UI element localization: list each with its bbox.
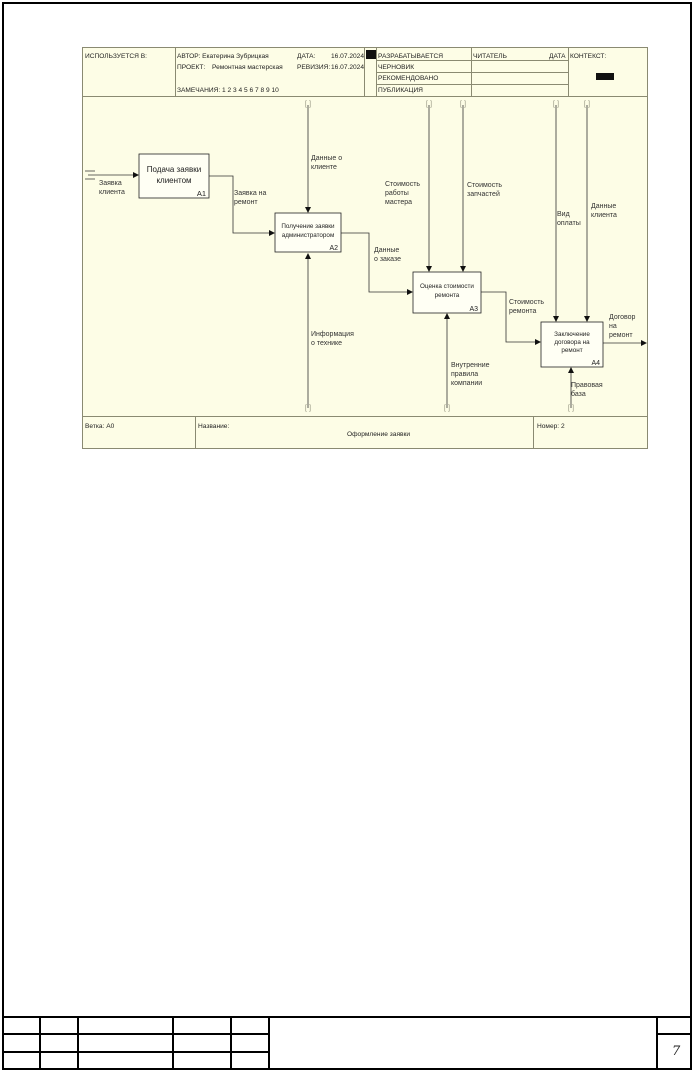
revision-label: РЕВИЗИЯ:	[297, 64, 331, 71]
arrow-label-parts-cost-2: запчастей	[467, 191, 500, 198]
arrow-label-internal-rules-3: компании	[451, 380, 483, 387]
arrow-label-legal-base-2: база	[571, 391, 586, 398]
arrow-label-request-client-1: Заявка	[99, 180, 122, 187]
arrow-label-request-repair-1: Заявка на	[234, 190, 267, 197]
project-label: ПРОЕКТ:	[177, 64, 206, 71]
activity-box-a4	[541, 322, 603, 367]
arrow-label-client-data-1: Данные о	[311, 155, 343, 162]
tunnel-client-data-2: [ ]	[583, 99, 591, 108]
activity-box-a1	[139, 154, 209, 198]
arrow-label-repair-cost-1: Стоимость	[509, 299, 545, 306]
arrow-label-master-cost-3: мастера	[385, 199, 413, 206]
arrow-label-order-data-2: о заказе	[374, 256, 401, 263]
status-recommended: РЕКОМЕНДОВАНО	[378, 75, 439, 82]
arrow-label-client-data-2-2: клиента	[591, 212, 617, 219]
used-in-label: ИСПОЛЬЗУЕТСЯ В:	[85, 53, 147, 60]
arrow-label-internal-rules-1: Внутренние	[451, 362, 490, 369]
box-a1-label-2: клиентом	[156, 176, 192, 185]
author-label: АВТОР: Екатерина Зубрицкая	[177, 53, 269, 60]
arrow-label-tech-info-1: Информация	[311, 331, 354, 338]
tunnel-tech-info: [ ]	[304, 403, 312, 412]
context-label: КОНТЕКСТ:	[570, 53, 607, 60]
arrow-label-payment-type-1: Вид	[557, 211, 570, 218]
arrow-label-request-repair-2: ремонт	[234, 199, 258, 206]
diagram-title: Оформление заявки	[347, 431, 411, 438]
box-a2-id: A2	[329, 245, 338, 252]
arrow-label-legal-base-1: Правовая	[571, 382, 603, 389]
arrow-label-client-data-2-1: Данные	[591, 203, 617, 210]
node-label: Ветка: А0	[85, 423, 115, 430]
revision-value: 16.07.2024	[331, 64, 365, 71]
reader-label: ЧИТАТЕЛЬ	[473, 53, 507, 60]
box-a1-label-1: Подача заявки	[146, 165, 202, 174]
activity-box-a3	[413, 272, 481, 313]
box-a2-label-2: администратором	[281, 232, 335, 239]
page-number: 7	[672, 1044, 681, 1059]
date-value: 16.07.2024	[331, 53, 365, 60]
arrow-label-order-data-1: Данные	[374, 247, 400, 254]
project-name: Ремонтная мастерская	[212, 64, 283, 71]
arrow-label-master-cost-1: Стоимость	[385, 181, 421, 188]
arrow-label-payment-type-2: оплаты	[557, 220, 581, 227]
tunnel-payment-type: [ ]	[552, 99, 560, 108]
tunnel-master-cost: [ ]	[425, 99, 433, 108]
arrow-label-tech-info-2: о технике	[311, 340, 343, 347]
tunnel-legal-base: [ ]	[567, 403, 575, 412]
tunnel-internal-rules: [ ]	[443, 403, 451, 412]
title-label: Название:	[198, 423, 230, 430]
box-a4-label-3: ремонт	[561, 347, 583, 354]
box-a3-id: A3	[469, 306, 478, 313]
title-block	[2, 1016, 692, 1070]
arrow-label-contract-1: Договор	[609, 314, 636, 321]
box-a4-id: A4	[591, 360, 600, 367]
arrow-label-contract-3: ремонт	[609, 332, 633, 339]
notes-label: ЗАМЕЧАНИЯ: 1 2 3 4 5 6 7 8 9 10	[177, 87, 279, 94]
idef0-diagram	[82, 47, 648, 449]
box-a1-id: A1	[196, 189, 206, 198]
arrow-label-request-client-2: клиента	[99, 189, 125, 196]
activity-box-a2	[275, 213, 341, 252]
arrow-label-internal-rules-2: правила	[451, 371, 479, 378]
status-publication: ПУБЛИКАЦИЯ	[378, 87, 423, 94]
diagram-canvas	[83, 48, 648, 449]
box-a3-label-1: Оценка стоимости	[420, 283, 474, 290]
number-label: Номер: 2	[537, 423, 565, 430]
box-a4-label-1: Заключение	[554, 331, 590, 338]
arrow-label-contract-2: на	[609, 323, 617, 330]
status-draft: ЧЕРНОВИК	[378, 64, 415, 71]
box-a4-label-2: договора на	[554, 339, 590, 346]
reader-date-label: ДАТА	[549, 53, 566, 60]
status-working: РАЗРАБАТЫВАЕТСЯ	[378, 53, 444, 60]
arrow-label-parts-cost-1: Стоимость	[467, 182, 503, 189]
box-a3-label-2: ремонта	[434, 292, 460, 299]
arrow-label-client-data-2: клиенте	[311, 164, 337, 171]
box-a2-label-1: Получение заявки	[281, 223, 335, 230]
arrow-label-master-cost-2: работы	[385, 190, 409, 197]
arrow-label-repair-cost-2: ремонта	[509, 308, 537, 315]
tunnel-parts-cost: [ ]	[459, 99, 467, 108]
date-label: ДАТА:	[297, 53, 316, 60]
tunnel-client-data: [ ]	[304, 99, 312, 108]
